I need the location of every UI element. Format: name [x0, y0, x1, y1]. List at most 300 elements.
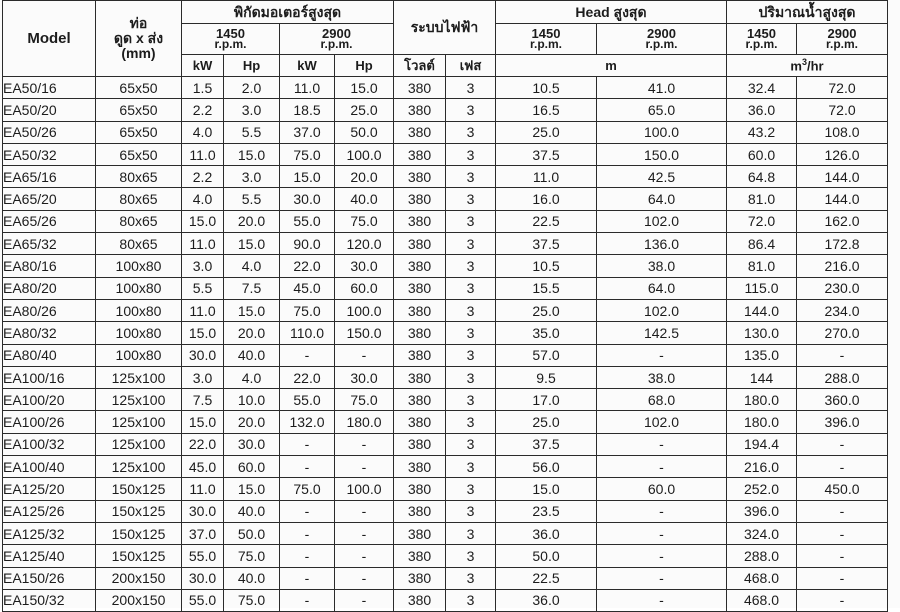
cell-kw-1450: 55.0 — [182, 589, 224, 611]
cell-head-2900: 136.0 — [597, 233, 727, 255]
cell-head-2900: 68.0 — [597, 389, 727, 411]
cell-kw-2900: 75.0 — [280, 478, 335, 500]
cell-kw-2900: 37.0 — [280, 121, 335, 143]
flow-unit-exp: 3 — [801, 57, 807, 68]
cell-kw-1450: 5.5 — [182, 277, 224, 299]
cell-pipe: 100x80 — [96, 299, 182, 321]
cell-kw-1450: 2.2 — [182, 99, 224, 121]
cell-kw-1450: 3.0 — [182, 366, 224, 388]
cell-model: EA125/20 — [3, 478, 96, 500]
cell-phase: 3 — [446, 589, 496, 611]
cell-model: EA80/20 — [3, 277, 96, 299]
cell-head-1450: 23.5 — [496, 500, 597, 522]
cell-kw-2900: - — [280, 456, 335, 478]
cell-hp-1450: 20.0 — [224, 322, 280, 344]
cell-pipe: 125x100 — [96, 366, 182, 388]
cell-flow-2900: - — [797, 567, 888, 589]
cell-kw-1450: 15.0 — [182, 322, 224, 344]
cell-hp-2900: 30.0 — [335, 366, 394, 388]
header-flow-rpm1450 — [727, 24, 797, 55]
cell-flow-2900: - — [797, 500, 888, 522]
rpm-unit: r.p.m. — [214, 37, 247, 51]
cell-hp-2900: - — [335, 545, 394, 567]
cell-pipe: 100x80 — [96, 344, 182, 366]
rpm-unit: r.p.m. — [645, 37, 678, 51]
cell-flow-1450: 288.0 — [727, 545, 797, 567]
cell-hp-1450: 20.0 — [224, 210, 280, 232]
cell-hp-2900: 20.0 — [335, 166, 394, 188]
cell-hp-1450: 75.0 — [224, 545, 280, 567]
cell-phase: 3 — [446, 210, 496, 232]
cell-model: EA150/32 — [3, 589, 96, 611]
cell-kw-1450: 30.0 — [182, 567, 224, 589]
cell-phase: 3 — [446, 143, 496, 165]
cell-volt: 380 — [394, 411, 446, 433]
unit-hp-1450: Hp — [224, 55, 280, 77]
header-electric: ระบบไฟฟ้า — [394, 1, 496, 55]
cell-pipe: 125x100 — [96, 456, 182, 478]
cell-model: EA80/40 — [3, 344, 96, 366]
cell-volt: 380 — [394, 456, 446, 478]
cell-flow-1450: 64.8 — [727, 166, 797, 188]
cell-kw-2900: 90.0 — [280, 233, 335, 255]
cell-kw-2900: - — [280, 344, 335, 366]
cell-flow-1450: 180.0 — [727, 411, 797, 433]
cell-flow-2900: - — [797, 433, 888, 455]
header-flow: ปริมาณน้ำสูงสุด — [727, 1, 888, 24]
cell-kw-2900: 11.0 — [280, 77, 335, 99]
cell-head-1450: 35.0 — [496, 322, 597, 344]
table-row — [3, 567, 888, 589]
cell-hp-2900: - — [335, 456, 394, 478]
cell-hp-1450: 30.0 — [224, 433, 280, 455]
cell-kw-2900: - — [280, 433, 335, 455]
cell-head-1450: 10.5 — [496, 255, 597, 277]
cell-kw-1450: 11.0 — [182, 233, 224, 255]
cell-head-2900: 65.0 — [597, 99, 727, 121]
cell-hp-1450: 3.0 — [224, 166, 280, 188]
flow-unit-prefix: m — [790, 58, 802, 74]
cell-flow-2900: 288.0 — [797, 366, 888, 388]
cell-hp-1450: 3.0 — [224, 99, 280, 121]
cell-head-2900: - — [597, 456, 727, 478]
rpm-value: 1450 — [531, 26, 561, 41]
cell-head-1450: 15.0 — [496, 478, 597, 500]
cell-kw-1450: 4.0 — [182, 188, 224, 210]
cell-head-1450: 50.0 — [496, 545, 597, 567]
cell-head-2900: 64.0 — [597, 188, 727, 210]
cell-kw-1450: 55.0 — [182, 545, 224, 567]
unit-hp-2900: Hp — [335, 55, 394, 77]
cell-volt: 380 — [394, 522, 446, 544]
header-pipe-line1: ท่อ — [129, 15, 148, 31]
cell-pipe: 200x150 — [96, 589, 182, 611]
rpm-value: 1450 — [747, 26, 776, 41]
cell-kw-2900: - — [280, 545, 335, 567]
cell-flow-2900: 172.8 — [797, 233, 888, 255]
flow-unit-suffix: /hr — [806, 58, 824, 74]
cell-head-1450: 16.0 — [496, 188, 597, 210]
cell-flow-2900: 234.0 — [797, 299, 888, 321]
table-row — [3, 366, 888, 388]
cell-head-1450: 22.5 — [496, 567, 597, 589]
pump-spec-table — [2, 0, 888, 612]
cell-kw-1450: 7.5 — [182, 389, 224, 411]
cell-pipe: 150x125 — [96, 545, 182, 567]
cell-phase: 3 — [446, 545, 496, 567]
cell-flow-1450: 468.0 — [727, 589, 797, 611]
table-row — [3, 433, 888, 455]
cell-hp-2900: 180.0 — [335, 411, 394, 433]
cell-flow-2900: 162.0 — [797, 210, 888, 232]
cell-volt: 380 — [394, 500, 446, 522]
cell-hp-1450: 4.0 — [224, 366, 280, 388]
cell-flow-1450: 81.0 — [727, 188, 797, 210]
cell-flow-1450: 36.0 — [727, 99, 797, 121]
cell-hp-1450: 40.0 — [224, 500, 280, 522]
rpm-unit: r.p.m. — [745, 37, 778, 51]
cell-head-1450: 25.0 — [496, 121, 597, 143]
cell-head-1450: 17.0 — [496, 389, 597, 411]
cell-phase: 3 — [446, 233, 496, 255]
cell-hp-2900: - — [335, 433, 394, 455]
cell-kw-2900: 75.0 — [280, 143, 335, 165]
cell-head-2900: 41.0 — [597, 77, 727, 99]
cell-head-2900: - — [597, 344, 727, 366]
cell-flow-1450: 130.0 — [727, 322, 797, 344]
cell-phase: 3 — [446, 433, 496, 455]
cell-hp-2900: 25.0 — [335, 99, 394, 121]
header-pipe-line3: (mm) — [121, 45, 156, 61]
cell-volt: 380 — [394, 299, 446, 321]
cell-head-1450: 36.0 — [496, 522, 597, 544]
cell-pipe: 200x150 — [96, 567, 182, 589]
cell-phase: 3 — [446, 344, 496, 366]
cell-kw-1450: 3.0 — [182, 255, 224, 277]
cell-kw-2900: 110.0 — [280, 322, 335, 344]
cell-volt: 380 — [394, 210, 446, 232]
cell-flow-1450: 144 — [727, 366, 797, 388]
cell-head-1450: 16.5 — [496, 99, 597, 121]
cell-pipe: 65x50 — [96, 77, 182, 99]
cell-flow-2900: - — [797, 589, 888, 611]
table-row — [3, 299, 888, 321]
cell-head-2900: 38.0 — [597, 255, 727, 277]
cell-flow-2900: 396.0 — [797, 411, 888, 433]
cell-flow-1450: 43.2 — [727, 121, 797, 143]
cell-model: EA150/26 — [3, 567, 96, 589]
cell-pipe: 80x65 — [96, 210, 182, 232]
cell-kw-1450: 2.2 — [182, 166, 224, 188]
cell-flow-2900: 270.0 — [797, 322, 888, 344]
unit-flow — [727, 55, 888, 77]
cell-flow-2900: - — [797, 522, 888, 544]
cell-hp-2900: - — [335, 589, 394, 611]
cell-kw-1450: 15.0 — [182, 411, 224, 433]
cell-model: EA125/32 — [3, 522, 96, 544]
table-body — [3, 77, 888, 612]
cell-pipe: 80x65 — [96, 233, 182, 255]
cell-kw-2900: 45.0 — [280, 277, 335, 299]
cell-hp-1450: 15.0 — [224, 233, 280, 255]
cell-flow-1450: 60.0 — [727, 143, 797, 165]
cell-volt: 380 — [394, 478, 446, 500]
cell-head-1450: 57.0 — [496, 344, 597, 366]
cell-phase: 3 — [446, 77, 496, 99]
cell-phase: 3 — [446, 277, 496, 299]
table-row — [3, 233, 888, 255]
cell-flow-2900: 72.0 — [797, 77, 888, 99]
cell-model: EA100/32 — [3, 433, 96, 455]
cell-volt: 380 — [394, 166, 446, 188]
cell-kw-1450: 4.0 — [182, 121, 224, 143]
cell-head-2900: 100.0 — [597, 121, 727, 143]
cell-head-2900: - — [597, 500, 727, 522]
cell-volt: 380 — [394, 433, 446, 455]
header-pipe-line2: ดูด x ส่ง — [113, 30, 164, 46]
header-motor-rpm2900 — [280, 24, 394, 55]
table-row — [3, 277, 888, 299]
header-motor-rpm1450 — [182, 24, 280, 55]
table-row — [3, 456, 888, 478]
cell-kw-2900: 30.0 — [280, 188, 335, 210]
cell-model: EA125/26 — [3, 500, 96, 522]
cell-hp-2900: 50.0 — [335, 121, 394, 143]
cell-kw-2900: - — [280, 500, 335, 522]
table-row — [3, 545, 888, 567]
cell-kw-1450: 30.0 — [182, 500, 224, 522]
cell-phase: 3 — [446, 456, 496, 478]
cell-pipe: 100x80 — [96, 322, 182, 344]
cell-hp-2900: 15.0 — [335, 77, 394, 99]
cell-head-1450: 37.5 — [496, 143, 597, 165]
cell-head-2900: 42.5 — [597, 166, 727, 188]
unit-head-m: m — [496, 55, 727, 77]
cell-volt: 380 — [394, 366, 446, 388]
cell-phase: 3 — [446, 322, 496, 344]
cell-hp-2900: - — [335, 567, 394, 589]
cell-hp-1450: 7.5 — [224, 277, 280, 299]
cell-head-2900: 150.0 — [597, 143, 727, 165]
cell-kw-2900: - — [280, 522, 335, 544]
cell-kw-1450: 1.5 — [182, 77, 224, 99]
cell-volt: 380 — [394, 255, 446, 277]
cell-head-1450: 56.0 — [496, 456, 597, 478]
cell-flow-1450: 396.0 — [727, 500, 797, 522]
cell-head-2900: - — [597, 433, 727, 455]
cell-hp-1450: 15.0 — [224, 478, 280, 500]
cell-model: EA65/26 — [3, 210, 96, 232]
cell-volt: 380 — [394, 233, 446, 255]
cell-model: EA80/32 — [3, 322, 96, 344]
cell-kw-2900: - — [280, 589, 335, 611]
cell-hp-1450: 10.0 — [224, 389, 280, 411]
table-row — [3, 210, 888, 232]
cell-model: EA80/16 — [3, 255, 96, 277]
cell-phase: 3 — [446, 567, 496, 589]
table-row — [3, 143, 888, 165]
cell-kw-1450: 45.0 — [182, 456, 224, 478]
cell-kw-2900: 75.0 — [280, 299, 335, 321]
cell-hp-2900: 150.0 — [335, 322, 394, 344]
cell-phase: 3 — [446, 121, 496, 143]
cell-head-1450: 25.0 — [496, 299, 597, 321]
cell-hp-2900: 75.0 — [335, 210, 394, 232]
cell-phase: 3 — [446, 366, 496, 388]
cell-flow-1450: 72.0 — [727, 210, 797, 232]
cell-model: EA50/32 — [3, 143, 96, 165]
cell-model: EA65/32 — [3, 233, 96, 255]
cell-head-1450: 22.5 — [496, 210, 597, 232]
cell-head-1450: 9.5 — [496, 366, 597, 388]
cell-volt: 380 — [394, 589, 446, 611]
cell-head-2900: - — [597, 545, 727, 567]
cell-head-1450: 10.5 — [496, 77, 597, 99]
cell-head-2900: 102.0 — [597, 210, 727, 232]
cell-hp-2900: 100.0 — [335, 299, 394, 321]
cell-kw-2900: 55.0 — [280, 389, 335, 411]
cell-flow-2900: 450.0 — [797, 478, 888, 500]
cell-hp-2900: 120.0 — [335, 233, 394, 255]
table-header — [3, 1, 888, 77]
cell-head-2900: 64.0 — [597, 277, 727, 299]
cell-model: EA50/16 — [3, 77, 96, 99]
cell-head-2900: 60.0 — [597, 478, 727, 500]
cell-model: EA100/20 — [3, 389, 96, 411]
cell-hp-2900: 40.0 — [335, 188, 394, 210]
header-head: Head สูงสุด — [496, 1, 727, 24]
header-motor: พิกัดมอเตอร์สูงสุด — [182, 1, 394, 24]
rpm-value: 2900 — [322, 26, 351, 41]
cell-pipe: 100x80 — [96, 255, 182, 277]
cell-volt: 380 — [394, 344, 446, 366]
cell-pipe: 100x80 — [96, 277, 182, 299]
table-row — [3, 99, 888, 121]
cell-kw-2900: 22.0 — [280, 255, 335, 277]
cell-head-1450: 36.0 — [496, 589, 597, 611]
cell-head-1450: 25.0 — [496, 411, 597, 433]
cell-hp-1450: 50.0 — [224, 522, 280, 544]
cell-hp-1450: 20.0 — [224, 411, 280, 433]
header-pipe — [96, 1, 182, 77]
rpm-value: 2900 — [647, 26, 676, 41]
cell-phase: 3 — [446, 522, 496, 544]
cell-pipe: 150x125 — [96, 500, 182, 522]
table-row — [3, 411, 888, 433]
cell-head-1450: 37.5 — [496, 433, 597, 455]
cell-volt: 380 — [394, 143, 446, 165]
cell-phase: 3 — [446, 500, 496, 522]
table-row — [3, 188, 888, 210]
cell-phase: 3 — [446, 411, 496, 433]
cell-kw-2900: 55.0 — [280, 210, 335, 232]
cell-hp-2900: 100.0 — [335, 478, 394, 500]
table-row — [3, 344, 888, 366]
cell-flow-2900: 360.0 — [797, 389, 888, 411]
cell-flow-2900: - — [797, 344, 888, 366]
cell-head-2900: 102.0 — [597, 299, 727, 321]
cell-flow-1450: 468.0 — [727, 567, 797, 589]
cell-flow-1450: 86.4 — [727, 233, 797, 255]
cell-kw-1450: 22.0 — [182, 433, 224, 455]
cell-phase: 3 — [446, 255, 496, 277]
cell-pipe: 125x100 — [96, 389, 182, 411]
cell-phase: 3 — [446, 389, 496, 411]
cell-volt: 380 — [394, 121, 446, 143]
header-head-rpm1450 — [496, 24, 597, 55]
cell-flow-1450: 252.0 — [727, 478, 797, 500]
cell-pipe: 125x100 — [96, 411, 182, 433]
cell-hp-1450: 5.5 — [224, 121, 280, 143]
cell-kw-1450: 37.0 — [182, 522, 224, 544]
cell-pipe: 150x125 — [96, 478, 182, 500]
unit-phase: เฟส — [446, 55, 496, 77]
cell-flow-2900: 216.0 — [797, 255, 888, 277]
cell-kw-2900: 15.0 — [280, 166, 335, 188]
table-row — [3, 389, 888, 411]
cell-flow-2900: - — [797, 456, 888, 478]
cell-volt: 380 — [394, 567, 446, 589]
cell-pipe: 65x50 — [96, 121, 182, 143]
cell-flow-2900: 144.0 — [797, 166, 888, 188]
cell-flow-1450: 180.0 — [727, 389, 797, 411]
cell-hp-2900: - — [335, 344, 394, 366]
table-row — [3, 522, 888, 544]
cell-head-1450: 37.5 — [496, 233, 597, 255]
cell-model: EA100/26 — [3, 411, 96, 433]
cell-kw-2900: 22.0 — [280, 366, 335, 388]
table-row — [3, 121, 888, 143]
table-row — [3, 77, 888, 99]
cell-hp-1450: 40.0 — [224, 567, 280, 589]
cell-head-2900: 38.0 — [597, 366, 727, 388]
cell-flow-1450: 194.4 — [727, 433, 797, 455]
cell-hp-2900: - — [335, 522, 394, 544]
table-row — [3, 322, 888, 344]
cell-head-2900: - — [597, 589, 727, 611]
cell-volt: 380 — [394, 277, 446, 299]
cell-hp-1450: 40.0 — [224, 344, 280, 366]
cell-head-2900: 102.0 — [597, 411, 727, 433]
table-row — [3, 478, 888, 500]
cell-model: EA65/20 — [3, 188, 96, 210]
cell-flow-1450: 32.4 — [727, 77, 797, 99]
cell-head-1450: 15.5 — [496, 277, 597, 299]
cell-kw-2900: 132.0 — [280, 411, 335, 433]
cell-hp-1450: 5.5 — [224, 188, 280, 210]
rpm-unit: r.p.m. — [320, 37, 353, 51]
header-head-rpm2900 — [597, 24, 727, 55]
cell-volt: 380 — [394, 77, 446, 99]
rpm-unit: r.p.m. — [529, 37, 562, 51]
cell-flow-1450: 135.0 — [727, 344, 797, 366]
rpm-value: 2900 — [827, 26, 857, 41]
cell-hp-2900: 60.0 — [335, 277, 394, 299]
cell-model: EA100/16 — [3, 366, 96, 388]
cell-hp-1450: 4.0 — [224, 255, 280, 277]
cell-flow-1450: 216.0 — [727, 456, 797, 478]
cell-phase: 3 — [446, 188, 496, 210]
cell-phase: 3 — [446, 166, 496, 188]
cell-model: EA80/26 — [3, 299, 96, 321]
cell-kw-1450: 11.0 — [182, 143, 224, 165]
cell-hp-2900: 100.0 — [335, 143, 394, 165]
rpm-unit: r.p.m. — [825, 37, 858, 51]
cell-phase: 3 — [446, 478, 496, 500]
cell-pipe: 125x100 — [96, 433, 182, 455]
cell-flow-2900: 144.0 — [797, 188, 888, 210]
table-row — [3, 500, 888, 522]
